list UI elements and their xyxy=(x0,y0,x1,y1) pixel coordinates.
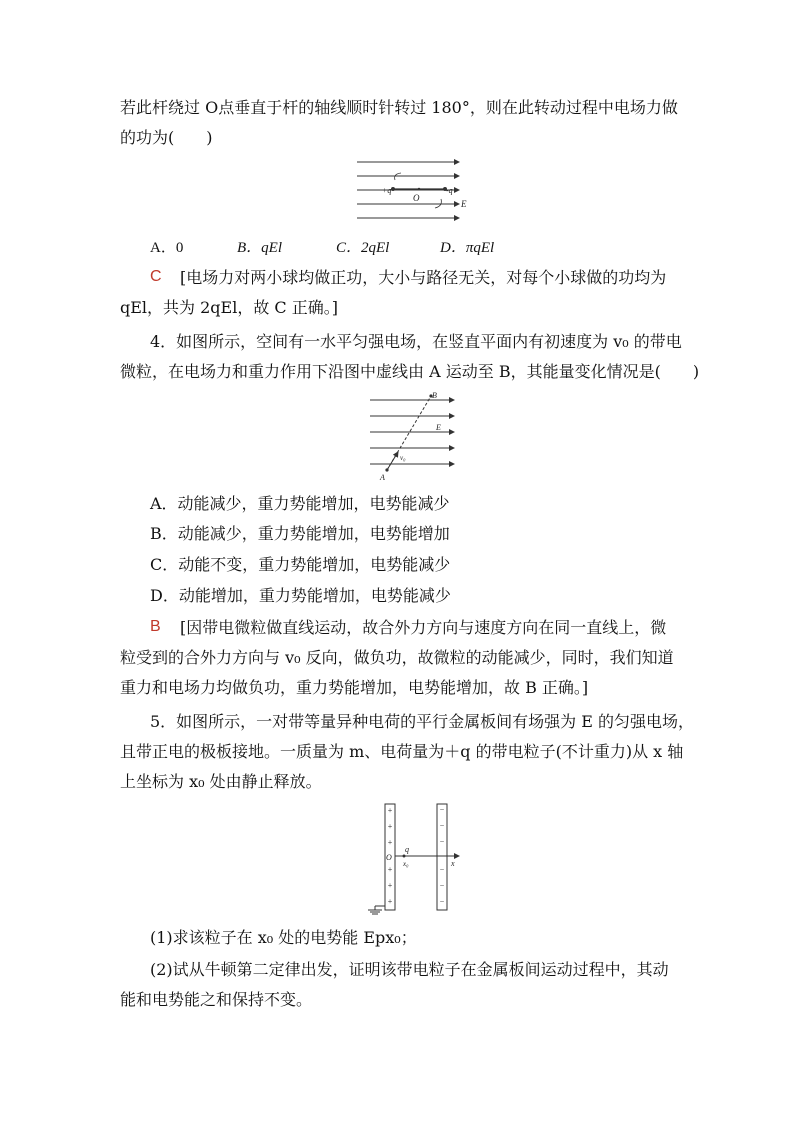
plus-sign: + xyxy=(387,881,393,890)
q4-option-b: B．动能减少，重力势能增加，电势能增加 xyxy=(150,524,450,543)
velocity-arrow xyxy=(387,452,398,470)
q5-stem-line1: 5．如图所示，一对带等量异种电荷的平行金属板间有场强为 E 的匀强电场， xyxy=(150,712,695,731)
charge-plus xyxy=(391,187,395,191)
q4-stem-line1: 4．如图所示，空间有一水平匀强电场，在竖直平面内有初速度为 v₀ 的带电 xyxy=(150,332,682,351)
q5-subquestion-2-line2: 能和电势能之和保持不变。 xyxy=(120,990,313,1009)
q3-stem-line2: 的功为( ) xyxy=(120,128,213,147)
q5-figure xyxy=(365,802,465,916)
label-O: O xyxy=(413,193,420,203)
label-q: q xyxy=(405,845,409,854)
q3-option-b: B．qEl xyxy=(237,240,282,256)
plus-sign: + xyxy=(387,838,393,847)
plus-sign: + xyxy=(387,897,393,906)
minus-sign: − xyxy=(439,881,445,890)
q5-subquestion-2-line1: (2)试从牛顿第二定律出发，证明该带电粒子在金属板间运动过程中，其动 xyxy=(150,960,669,979)
label-E: E xyxy=(461,199,467,209)
label-E: E xyxy=(436,423,441,432)
q5-subquestion-1: (1)求该粒子在 x₀ 处的电势能 Epx₀； xyxy=(150,928,417,947)
label-minus-q: -q xyxy=(446,186,453,195)
q4-option-a: A．动能减少，重力势能增加，电势能减少 xyxy=(150,494,450,513)
q4-option-c: C．动能不变，重力势能增加，电势能减少 xyxy=(150,555,451,574)
q4-figure xyxy=(368,390,464,482)
label-B: B xyxy=(432,391,437,400)
q3-option-d: D．πqEl xyxy=(440,240,495,256)
q3-answer-letter: C xyxy=(150,268,162,285)
q3-option-c: C．2qEl xyxy=(336,240,390,256)
q3-stem-line1: 若此杆绕过 O点垂直于杆的轴线顺时针转过 180°，则在此转动过程中电场力做 xyxy=(120,98,678,117)
q5-stem-line3: 上坐标为 x₀ 处由静止释放。 xyxy=(120,772,322,791)
label-A: A xyxy=(380,473,385,482)
q3-explanation-line1: [电场力对两小球均做正功，大小与路径无关，对每个小球做的功均为 xyxy=(180,268,667,287)
label-x0: x₀ xyxy=(403,860,409,868)
label-v0: v₀ xyxy=(400,454,406,462)
q3-figure xyxy=(355,156,475,226)
minus-sign: − xyxy=(439,821,445,830)
minus-sign: − xyxy=(439,837,445,846)
label-x: x xyxy=(451,859,455,868)
q4-stem-line2: 微粒，在电场力和重力作用下沿图中虚线由 A 运动至 B，其能量变化情况是( ) xyxy=(120,362,700,381)
ground-symbol xyxy=(368,906,385,914)
q4-explanation-line3: 重力和电场力均做负功，重力势能增加，电势能增加，故 B 正确。] xyxy=(120,678,589,697)
q3-explanation-line2: qEl，共为 2qEl，故 C 正确。] xyxy=(120,298,339,317)
label-plus-q: +q xyxy=(382,186,392,195)
pivot-O xyxy=(418,188,421,191)
q4-explanation-line1: [因带电微粒做直线运动，故合外力方向与速度方向在同一直线上，微 xyxy=(180,618,667,637)
particle xyxy=(403,855,406,858)
q4-explanation-line2: 粒受到的合外力方向与 v₀ 反向，做负功，故微粒的动能减少，同时，我们知道 xyxy=(120,648,674,667)
minus-sign: − xyxy=(439,805,445,814)
minus-sign: − xyxy=(439,897,445,906)
plus-sign: + xyxy=(387,822,393,831)
plus-sign: + xyxy=(387,806,393,815)
negative-plate xyxy=(437,804,447,910)
q4-answer-letter: B xyxy=(150,618,161,635)
minus-sign: − xyxy=(439,865,445,874)
q4-option-d: D．动能增加，重力势能增加，电势能减少 xyxy=(150,586,451,605)
plus-sign: + xyxy=(387,865,393,874)
q5-stem-line2: 且带正电的极板接地。一质量为 m、电荷量为＋q 的带电粒子(不计重力)从 x 轴 xyxy=(120,742,684,761)
label-O: O xyxy=(386,853,392,862)
point-A xyxy=(385,468,388,471)
q3-option-a: A．0 xyxy=(150,240,184,256)
